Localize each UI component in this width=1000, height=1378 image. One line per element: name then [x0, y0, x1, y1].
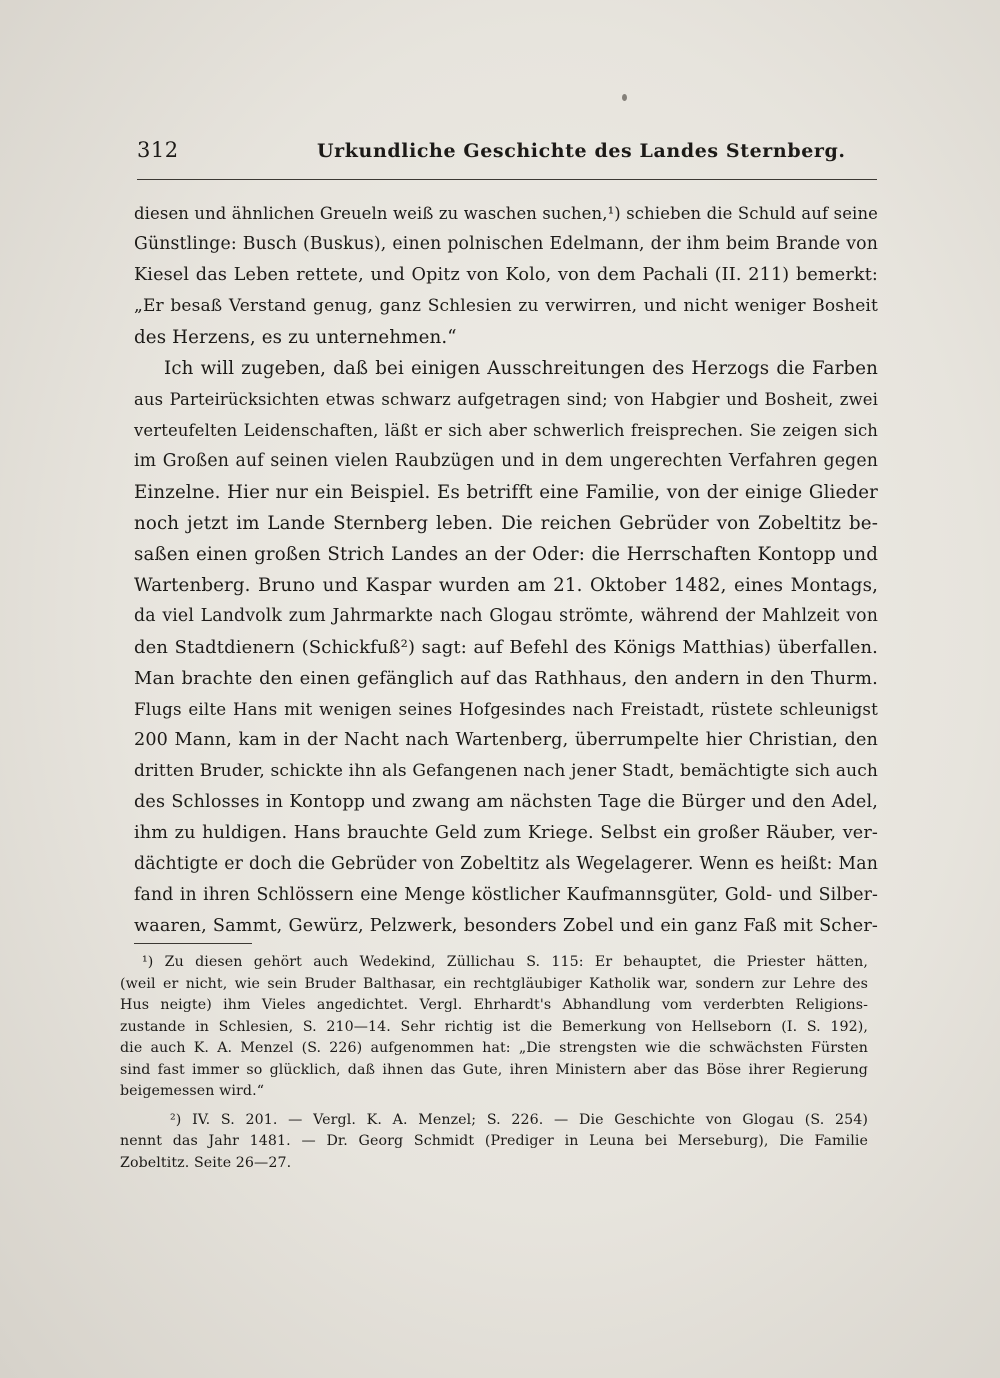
ink-spot — [622, 94, 627, 101]
text-line: da viel Landvolk zum Jahrmarkte nach Glogau strömte, während der Mahlzeit von — [134, 606, 878, 626]
text-line: fand in ihren Schlössern eine Menge köstlicher Kaufmannsgüter, Gold- und Silber- — [134, 885, 878, 905]
text-line: Ich will zugeben, daß bei einigen Ausschreitungen des Herzogs die Farben — [164, 358, 878, 379]
footnote-line: (weil er nicht, wie sein Bruder Balthasar, ein rechtgläubiger Katholik war, sondern zur Lehre des — [120, 975, 868, 992]
text-line: „Er besaß Verstand genug, ganz Schlesien zu verwirren, und nicht weniger Bosheit — [134, 296, 878, 316]
footnote-line: die auch K. A. Menzel (S. 226) aufgenommen hat: „Die strengsten wie die schwächsten Fürsten — [120, 1040, 868, 1056]
footnote-2 — [120, 1110, 868, 1175]
footnote-line: nennt das Jahr 1481. — Dr. Georg Schmidt (Prediger in Leuna bei Merseburg), Die Familie — [120, 1133, 868, 1149]
footnote-line: sind fast immer so glücklich, daß ihnen das Gute, ihren Ministern aber das Böse ihrer Regierung — [120, 1061, 868, 1078]
text-line: aus Parteirücksichten etwas schwarz aufgetragen sind; von Habgier und Bosheit, zwei — [134, 390, 878, 409]
text-line: Kiesel das Leben rettete, und Opitz von Kolo, von dem Pachali (II. 211) bemerkt: — [134, 265, 878, 285]
text-line: Man brachte den einen gefänglich auf das Rathhaus, den andern in den Thurm. — [134, 668, 878, 689]
text-line: Flugs eilte Hans mit wenigen seines Hofgesindes nach Freistadt, rüstete schleunigst — [134, 699, 878, 719]
footnote-line: beigemessen wird.“ — [120, 1083, 265, 1099]
text-line: diesen und ähnlichen Greueln weiß zu waschen suchen,¹) schieben die Schuld auf seine — [134, 204, 878, 223]
text-line: saßen einen großen Strich Landes an der Oder: die Herrschaften Kontopp und — [134, 544, 878, 565]
text-line: Günstlinge: Busch (Buskus), einen polnischen Edelmann, der ihm beim Brande von — [134, 234, 878, 254]
text-line: im Großen auf seinen vielen Raubzügen und in dem ungerechten Verfahren gegen — [134, 451, 878, 471]
text-line: verteufelten Leidenschaften, läßt er sich aber schwerlich freisprechen. Sie zeigen sich — [134, 421, 878, 440]
text-line: dächtigte er doch die Gebrüder von Zobeltitz als Wegelagerer. Wenn es heißt: Man — [134, 854, 878, 874]
header-rule — [137, 179, 877, 180]
text-line: des Herzens, es zu unternehmen.“ — [134, 327, 457, 348]
text-line: 200 Mann, kam in der Nacht nach Wartenberg, überrumpelte hier Christian, den — [134, 730, 878, 750]
footnote-gap — [120, 1103, 868, 1110]
footnote-1 — [120, 952, 868, 1103]
text-line: Einzelne. Hier nur ein Beispiel. Es betrifft eine Familie, von der einige Glieder — [134, 482, 878, 503]
main-text — [134, 198, 878, 942]
text-line: noch jetzt im Lande Sternberg leben. Die reichen Gebrüder von Zobeltitz be- — [134, 513, 878, 534]
footnote-line: ¹) Zu diesen gehört auch Wedekind, Züllichau S. 115: Er behauptet, die Priester hätten, — [142, 954, 868, 970]
footnote-line: Zobeltitz. Seite 26—27. — [120, 1154, 292, 1171]
page-number: 312 — [137, 138, 179, 162]
footnote-line: ²) IV. S. 201. — Vergl. K. A. Menzel; S. 226. — Die Geschichte von Glogau (S. 254) — [170, 1111, 868, 1128]
running-head — [137, 136, 877, 176]
footnotes — [120, 952, 868, 1174]
text-line: den Stadtdienern (Schickfuß²) sagt: auf Befehl des Königs Matthias) überfallen. — [134, 637, 878, 658]
text-line: ihm zu huldigen. Hans brauchte Geld zum Kriege. Selbst ein großer Räuber, ver- — [134, 823, 878, 843]
text-line: dritten Bruder, schickte ihn als Gefangenen nach jener Stadt, bemächtigte sich auch — [134, 761, 878, 781]
footnote-rule — [134, 943, 252, 944]
text-line: Wartenberg. Bruno und Kaspar wurden am 21. Oktober 1482, eines Montags, — [134, 575, 878, 596]
running-title: Urkundliche Geschichte des Landes Sternberg. — [317, 140, 846, 162]
footnote-line: zustande in Schlesien, S. 210—14. Sehr richtig ist die Bemerkung von Hellseborn (I. S. 192), — [120, 1018, 868, 1035]
text-line: des Schlosses in Kontopp und zwang am nächsten Tage die Bürger und den Adel, — [134, 792, 878, 812]
text-line: waaren, Sammt, Gewürz, Pelzwerk, besonders Zobel und ein ganz Faß mit Scher- — [134, 916, 878, 936]
footnote-line: Hus neigte) ihm Vieles angedichtet. Vergl. Ehrhardt's Abhandlung vom verderbten Religions- — [120, 997, 868, 1013]
